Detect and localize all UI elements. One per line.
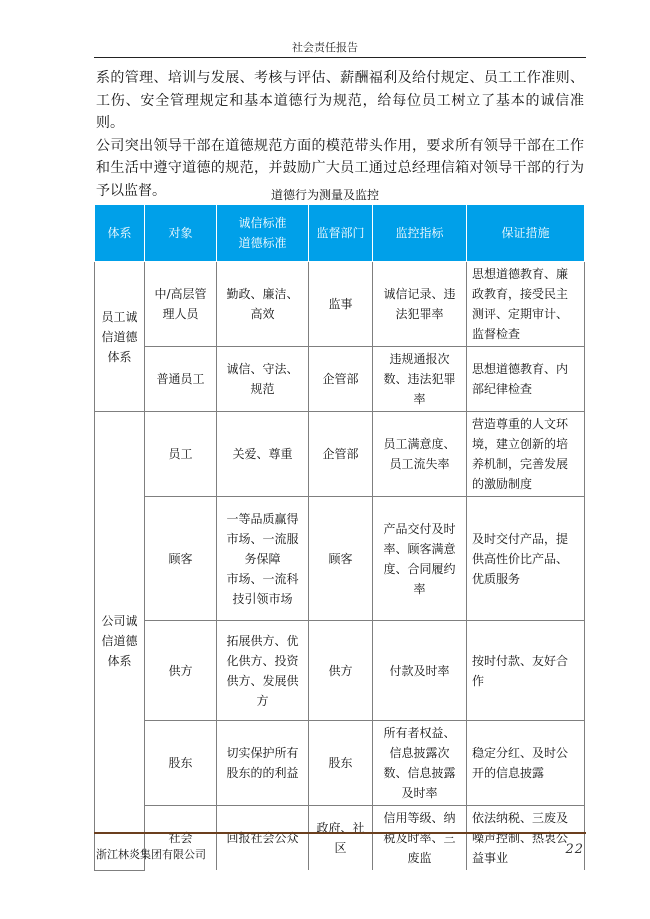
measure-cell: 思想道德教育、廉政教育，接受民主测评、定期审计、监督检查: [467, 262, 585, 347]
system-cell: 员工诚信道德体系: [95, 262, 145, 412]
table-row: [95, 347, 585, 412]
object-cell: 股东: [145, 721, 217, 806]
measure-cell: 思想道德教育、内部纪律检查: [467, 347, 585, 412]
measure-cell: 及时交付产品，提供高性价比产品、优质服务: [467, 497, 585, 621]
ethics-table: [94, 204, 585, 871]
header-cell: 保证措施: [467, 205, 585, 262]
indicator-cell: 付款及时率: [373, 621, 467, 721]
object-cell: 社会: [145, 806, 217, 871]
object-cell: 普通员工: [145, 347, 217, 412]
measure-cell: 营造尊重的人文环境，建立创新的培养机制，完善发展的激励制度: [467, 412, 585, 497]
indicator-cell: 诚信记录、违法犯罪率: [373, 262, 467, 347]
standard-cell: 一等品质赢得市场、一流服务保障 市场、一流科技引领市场: [217, 497, 309, 621]
header-rule: [94, 57, 586, 58]
dept-cell: 政府、社区: [309, 806, 373, 871]
measure-cell: 稳定分红、及时公开的信息披露: [467, 721, 585, 806]
table-row: [95, 262, 585, 347]
header-cell: 对象: [145, 205, 217, 262]
indicator-cell: 员工满意度、员工流失率: [373, 412, 467, 497]
standard-cell: 拓展供方、优化供方、投资供方、发展供方: [217, 621, 309, 721]
standard-cell: 切实保护所有股东的的利益: [217, 721, 309, 806]
table-row: [95, 721, 585, 806]
table-row: [95, 621, 585, 721]
paragraph: 公司突出领导干部在道德规范方面的模范带头作用，要求所有领导干部在工作和生活中遵守道德的规范，并鼓励广大员工通过总经理信箱对领导干部的行为予以监督。: [96, 137, 584, 199]
indicator-cell: 产品交付及时率、顾客满意度、合同履约率: [373, 497, 467, 621]
indicator-cell: 信用等级、纳税及时率、三废监: [373, 806, 467, 871]
measure-cell: 按时付款、友好合作: [467, 621, 585, 721]
dept-cell: 供方: [309, 621, 373, 721]
dept-cell: 企管部: [309, 347, 373, 412]
dept-cell: 股东: [309, 721, 373, 806]
header-cell: 监控指标: [373, 205, 467, 262]
indicator-cell: 违规通报次数、违法犯罪率: [373, 347, 467, 412]
dept-cell: 监事: [309, 262, 373, 347]
paragraph: 系的管理、培训与发展、考核与评估、薪酬福利及给付规定、员工工作准则、工伤、安全管理规定和基本道德行为规范，给每位员工树立了基本的诚信准则。: [96, 70, 584, 131]
object-cell: 中/高层管理人员: [145, 262, 217, 347]
standard-cell: 关爱、尊重: [217, 412, 309, 497]
dept-cell: 企管部: [309, 412, 373, 497]
body-text: [96, 67, 584, 202]
header-cell: 监督部门: [309, 205, 373, 262]
header-cell: 诚信标准 道德标准: [217, 205, 309, 262]
footer-company: 浙江林炎集团有限公司: [96, 848, 206, 861]
standard-cell: 回报社会公众: [217, 806, 309, 871]
header-cell: 体系: [95, 205, 145, 262]
standard-cell: 勤政、廉洁、高效: [217, 262, 309, 347]
dept-cell: 顾客: [309, 497, 373, 621]
table-row: [95, 497, 585, 621]
table-row: [95, 412, 585, 497]
page-number: 22: [565, 842, 584, 857]
measure-cell: 依法纳税、三废及噪声控制、热衷公益事业: [467, 806, 585, 871]
standard-cell: 诚信、守法、规范: [217, 347, 309, 412]
table-caption: 道德行为测量及监控: [270, 188, 379, 202]
footer-rule: [94, 832, 586, 834]
object-cell: 顾客: [145, 497, 217, 621]
indicator-cell: 所有者权益、信息披露次数、信息披露及时率: [373, 721, 467, 806]
table-header-row: [95, 205, 585, 262]
object-cell: 供方: [145, 621, 217, 721]
running-header: 社会责任报告: [292, 41, 358, 54]
object-cell: 员工: [145, 412, 217, 497]
system-cell: 公司诚信道德体系: [95, 412, 145, 871]
